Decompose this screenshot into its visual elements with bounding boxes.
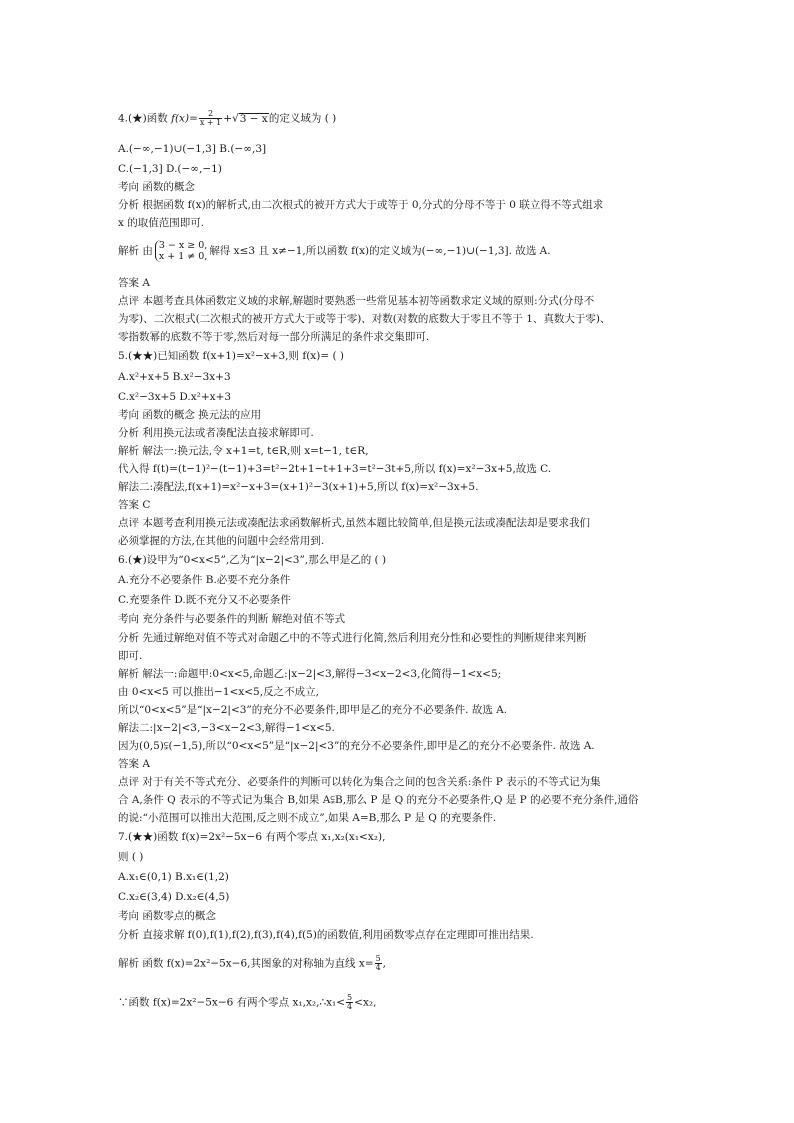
q4-dianping-1: 点评 本题考查具体函数定义域的求解,解题时要熟悉一些常见基本初等函数求定义域的原则:分式(分母不 (118, 295, 595, 307)
q4-jiexi-pre: 解析 由 (118, 245, 153, 257)
q5-kaoxiang: 考向 函数的概念 换元法的应用 (118, 409, 262, 421)
q4-options-ab: A.(−∞,−1)∪(−1,3] B.(−∞,3] (118, 143, 267, 155)
q5-jiexi-2: 代入得 f(t)=(t−1)²−(t−1)+3=t²−2t+1−t+1+3=t²−3t+5,所以 f(x)=x²−3x+5,故选 C. (118, 463, 552, 475)
q4-jiexi (118, 240, 551, 262)
q5-fenxi: 分析 利用换元法或者凑配法直接求解即可. (118, 427, 314, 439)
q5-stem: 5.(★★)已知函数 f(x+1)=x²−x+3,则 f(x)= ( ) (118, 350, 344, 362)
q6-jiexi-5: 因为(0,5)⫋(−1,5),所以“0<x<5”是“|x−2|<3”的充分不必要条件,即甲是乙的充分不必要条件. 故选 A. (118, 740, 595, 752)
q4-plus: + (223, 112, 233, 125)
q4-frac-den: x + 1 (199, 118, 222, 127)
q7-jiexi (118, 955, 386, 972)
q7-jiexi-post: , (382, 957, 386, 970)
q5-dianping-1: 点评 本题考查利用换元法或凑配法求函数解析式,虽然本题比较简单,但是换元法或凑配法却是要求我们 (118, 517, 591, 529)
q6-options-cd: C.充要条件 D.既不充分又不必要条件 (118, 594, 291, 606)
q7-last-fraction (346, 994, 353, 1011)
q5-jiexi-1: 解析 解法一:换元法,令 x+1=t, t∈R,则 x=t−1, t∈R, (118, 445, 369, 457)
q7-frac-den: 4 (375, 963, 381, 972)
q6-jiexi-1: 解析 解法一:命题甲:0<x<5,命题乙:|x−2|<3,解得−3<x−2<3,化简得−1<x<5; (118, 668, 502, 680)
q7-kaoxiang: 考向 函数零点的概念 (118, 910, 216, 922)
q6-stem: 6.(★)设甲为“0<x<5”,乙为“|x−2|<3”,那么甲是乙的 ( ) (118, 554, 387, 566)
q4-sys-line-2: x + 1 ≠ 0, (158, 251, 208, 262)
q6-answer: 答案 A (118, 758, 150, 770)
q5-answer: 答案 C (118, 499, 151, 511)
q4-answer: 答案 A (118, 277, 150, 289)
q5-jiexi-3: 解法二:凑配法,f(x+1)=x²−x+3=(x+1)²−3(x+1)+5,所以 f(x)=x²−3x+5. (118, 481, 479, 493)
q4-stem-post: 的定义域为 ( ) (268, 112, 337, 125)
q4-sqrt-sign: √ (232, 112, 239, 125)
q6-options-ab: A.充分不必要条件 B.必要不充分条件 (118, 574, 291, 586)
q6-fenxi-2: 即可. (118, 650, 143, 662)
q6-dianping-1: 点评 对于有关不等式充分、必要条件的判断可以转化为集合之间的包含关系:条件 P 表示的不等式记为集 (118, 776, 601, 788)
q7-stem-2: 则 ( ) (118, 851, 144, 863)
q4-dianping-3: 零指数幂的底数不等于零,然后对每一部分所满足的条件求交集即可. (118, 331, 430, 343)
q4-sys-line-1: 3 − x ≥ 0, (158, 240, 208, 251)
q5-options-ab: A.x²+x+5 B.x²−3x+3 (118, 371, 231, 383)
q4-jiexi-post: 解得 x≤3 且 x≠−1,所以函数 f(x)的定义域为(−∞,−1)∪(−1,3]. 故选 A. (209, 245, 551, 257)
q7-options-cd: C.x₂∈(3,4) D.x₂∈(4,5) (118, 891, 230, 903)
q7-last-frac-den: 4 (347, 1002, 353, 1011)
q7-options-ab: A.x₁∈(0,1) B.x₁∈(1,2) (118, 871, 229, 883)
q6-fenxi-1: 分析 先通过解绝对值不等式对命题乙中的不等式进行化简,然后利用充分性和必要性的判断规律来判断 (118, 632, 587, 644)
q7-last-post: <x₂, (354, 996, 377, 1009)
q4-sqrt-arg: 3 − x (239, 112, 268, 125)
q4-kaoxiang: 考向 函数的概念 (118, 181, 195, 193)
q6-kaoxiang: 考向 充分条件与必要条件的判断 解绝对值不等式 (118, 613, 346, 625)
q7-frac-num: 5 (375, 954, 381, 963)
q7-jiexi-pre: 解析 函数 f(x)=2x²−5x−6,其图象的对称轴为直线 x= (118, 957, 374, 970)
q4-stem (118, 110, 336, 127)
q7-stem-1: 7.(★★)函数 f(x)=2x²−5x−6 有两个零点 x₁,x₂(x₁<x₂), (118, 831, 386, 843)
q7-fraction (375, 955, 382, 972)
q7-last-line (118, 994, 376, 1011)
q4-dianping-2: 为零)、二次根式(二次根式的被开方式大于或等于零)、对数(对数的底数大于零且不等于 1、真数大于零)、 (118, 313, 611, 325)
q6-dianping-3: 的说:“小范围可以推出大范围,反之则不成立”,如果 A=B,那么 P 是 Q 的充要条件. (118, 812, 497, 824)
q4-options-cd: C.(−1,3] D.(−∞,−1) (118, 163, 222, 175)
q6-jiexi-4: 解法二:|x−2|<3,−3<x−2<3,解得−1<x<5. (118, 722, 335, 734)
q4-inequality-system (155, 240, 207, 262)
q5-dianping-2: 必须掌握的方法,在其他的问题中会经常用到. (118, 535, 325, 547)
q7-fenxi: 分析 直接求解 f(0),f(1),f(2),f(3),f(4),f(5)的函数值,利用函数零点存在定理即可推出结果. (118, 929, 534, 941)
q6-jiexi-3: 所以“0<x<5”是“|x−2|<3”的充分不必要条件,即甲是乙的充分不必要条件. 故选 A. (118, 704, 508, 716)
q4-fx: f(x)= (171, 112, 198, 125)
q4-fenxi-1: 分析 根据函数 f(x)的解析式,由二次根式的被开方式大于或等于 0,分式的分母不等于 0 联立得不等式组求 (118, 199, 604, 211)
q4-fraction (199, 110, 222, 127)
q6-jiexi-2: 由 0<x<5 可以推出−1<x<5,反之不成立, (118, 686, 319, 698)
q4-frac-num: 2 (199, 110, 222, 119)
q6-dianping-2: 合 A,条件 Q 表示的不等式记为集合 B,如果 A⫋B,那么 P 是 Q 的充分不必要条件,Q 是 P 的必要不充分条件,通俗 (118, 794, 639, 806)
q7-last-pre: ∵函数 f(x)=2x²−5x−6 有两个零点 x₁,x₂,∴x₁< (118, 996, 346, 1009)
q4-stem-pre: 4.(★)函数 (118, 112, 172, 125)
q5-options-cd: C.x²−3x+5 D.x²+x+3 (118, 391, 232, 403)
q7-last-frac-num: 5 (347, 993, 353, 1002)
q4-fenxi-2: x 的取值范围即可. (118, 217, 205, 229)
